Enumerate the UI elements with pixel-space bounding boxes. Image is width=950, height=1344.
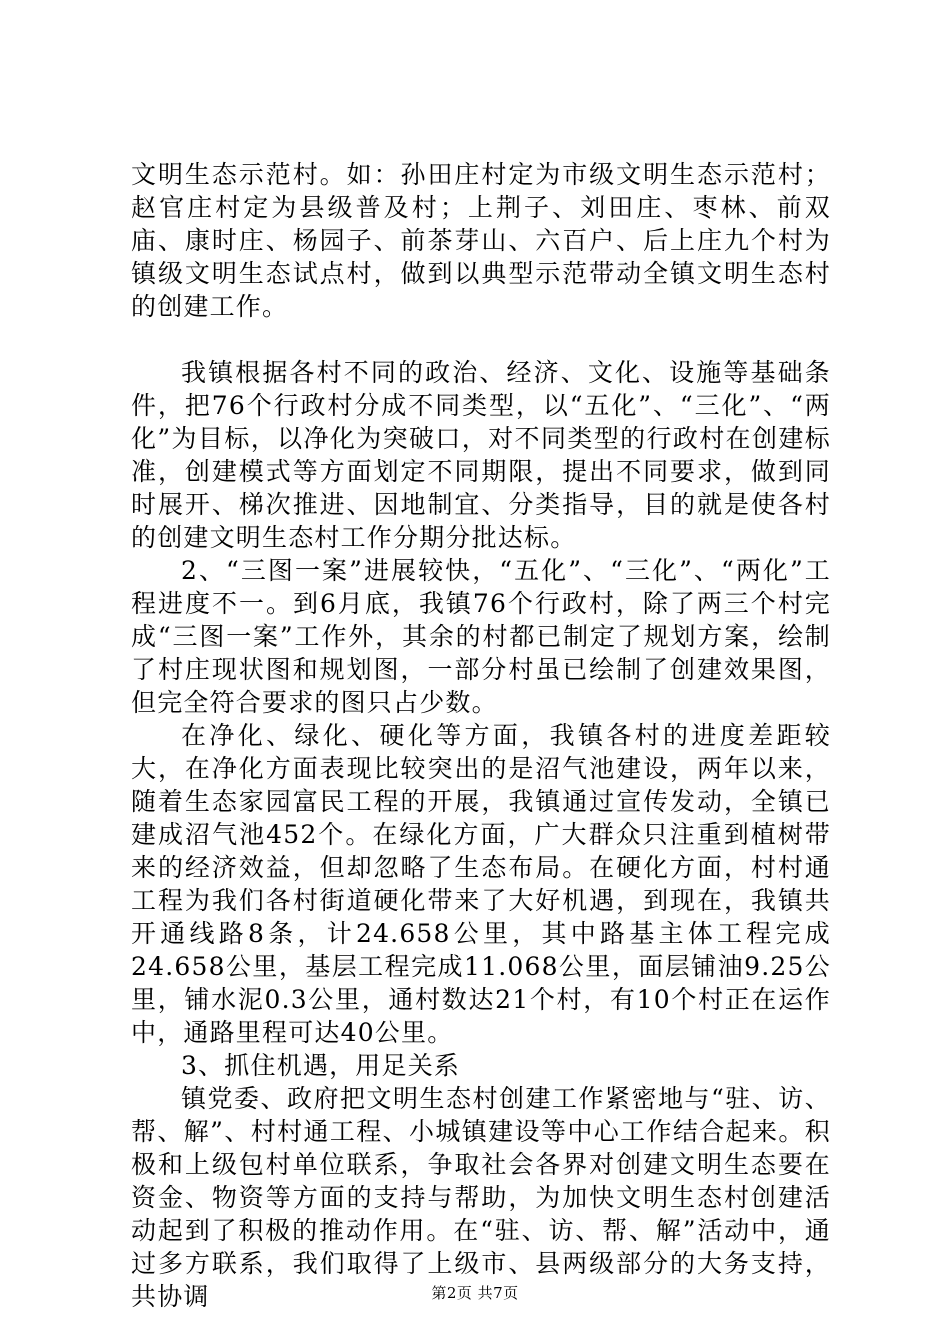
paragraph-3: 2、“三图一案”进展较快，“五化”、“三化”、“两化”工程进度不一。到6月底，我镇76个行政村，除了两三个村完成“三图一案”工作外，其余的村都已制定了规划方案，绘制了村庄现状图和规划图，一部分村虽已绘制了创建效果图，但完全符合要求的图只占少数。: [131, 556, 831, 717]
page-number-footer: 第2页 共7页: [431, 1284, 519, 1302]
paragraph-4: 在净化、绿化、硬化等方面，我镇各村的进度差距较大，在净化方面表现比较突出的是沼气池建设，两年以来，随着生态家园富民工程的开展，我镇通过宣传发动，全镇已建成沼气池452个。在绿化方面，广大群众只注重到植树带来的经济效益，但却忽略了生态布局。在硬化方面，村村通工程为我们各村街道硬化带来了大好机遇，到现在，我镇共开通线路8条，计24.658公里，其中路基主体工程完成24.658公里，基层工程完成11.068公里，面层铺油9.25公里，铺水泥0.3公里，通村数达21个村，有10个村正在运作中，通路里程可达40公里。: [131, 721, 831, 1047]
paragraph-2: 我镇根据各村不同的政治、经济、文化、设施等基础条件，把76个行政村分成不同类型，以“五化”、“三化”、“两化”为目标，以净化为突破口，对不同类型的行政村在创建标准，创建模式等方面划定不同期限，提出不同要求，做到同时展开、梯次推进、因地制宜、分类指导，目的就是使各村的创建文明生态村工作分期分批达标。: [131, 358, 831, 552]
paragraph-1: 文明生态示范村。如：孙田庄村定为市级文明生态示范村；赵官庄村定为县级普及村；上荆子、刘田庄、枣林、前双庙、康时庄、杨园子、前茶芽山、六百户、后上庄九个村为镇级文明生态试点村，做到以典型示范带动全镇文明生态村的创建工作。: [131, 160, 831, 321]
paragraph-5: 镇党委、政府把文明生态村创建工作紧密地与“驻、访、帮、解”、村村通工程、小城镇建设等中心工作结合起来。积极和上级包村单位联系，争取社会各界对创建文明生态要在资金、物资等方面的支持与帮助，为加快文明生态村创建活动起到了积极的推动作用。在“驻、访、帮、解”活动中，通过多方联系，我们取得了上级市、县两级部分的大务支持，共协调: [131, 1084, 831, 1311]
document-body: [131, 158, 831, 1313]
section-heading: 3、抓住机遇，用足关系: [181, 1051, 461, 1080]
